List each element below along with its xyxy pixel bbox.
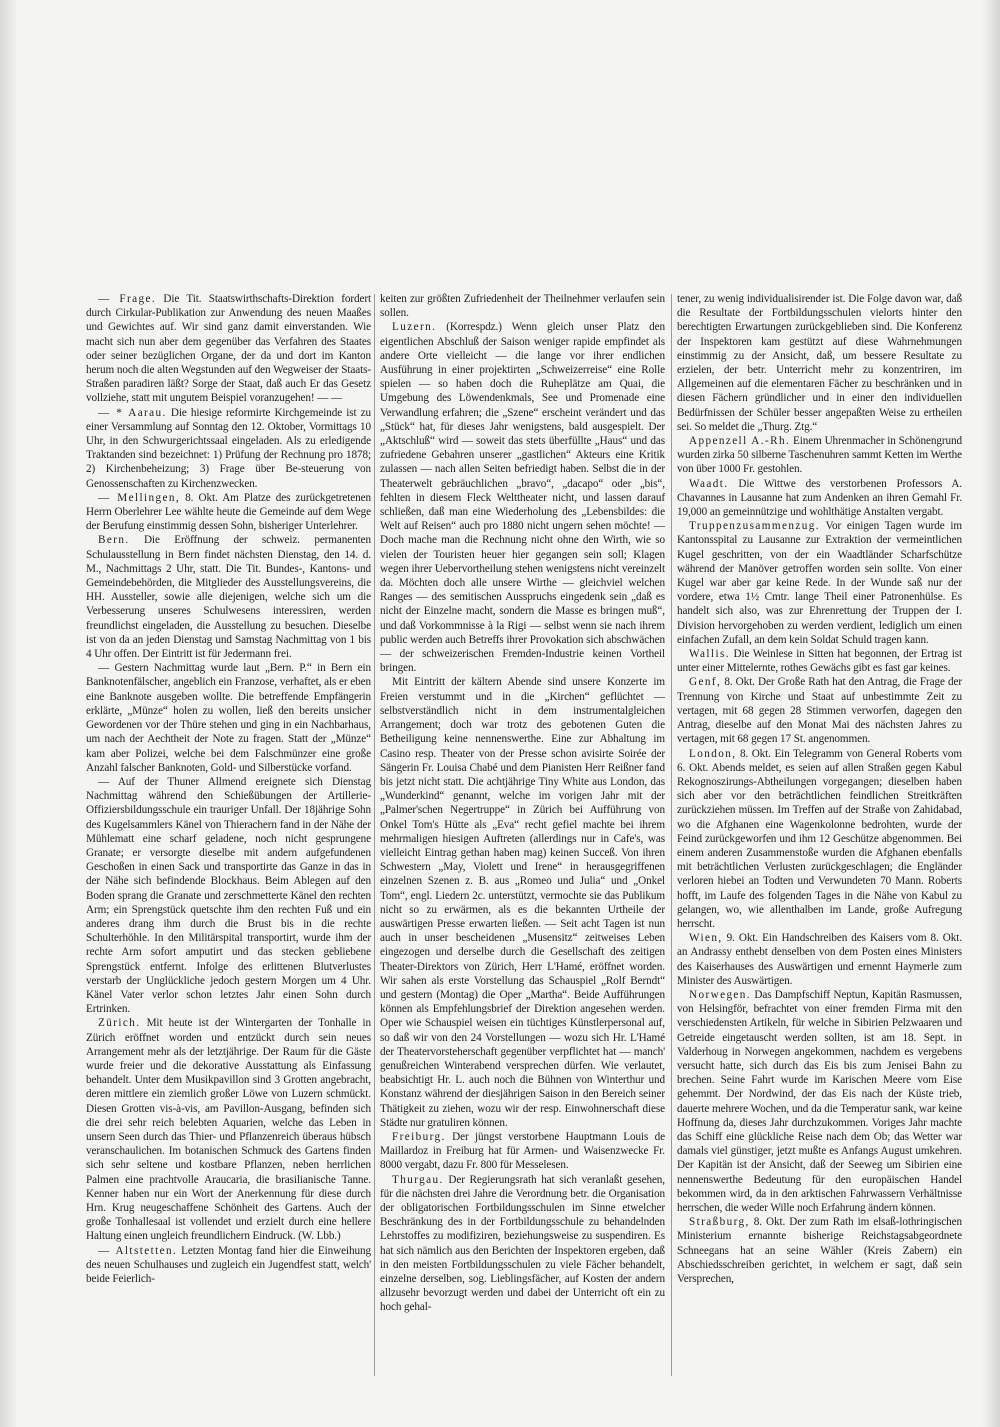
article-paragraph [677, 1215, 962, 1286]
article-paragraph [380, 320, 665, 675]
article-text: Die Tit. Staatswirthschafts-Direktion fordert durch Cirkular-Publikation zur Anwendung des neuen Maaßes und Gewichtes auf. Wir sind ganz damit einverstanden. Wie macht sich nun aber dem gegenüber das Verfahren des Staates oder seiner bezüglichen Organe, der da und dort im Kanton herum noch die alten Wegstunden auf den Wegweiser der Staats-Straßen paradiren läßt? Sorge der Staat, daß auch Er das Gesetz vollziehe, statt mit ungutem Beispiel voranzugehen! — — [86, 293, 371, 405]
article-text: Die hiesige reformirte Kirchgemeinde ist zu einer Versammlung auf Sonntag den 12. Oktober, Vormittags 10 Uhr, in den Schwurgerichtssaal eingeladen. Als zu erledigende Traktanden sind bezeichnet: 1) Prüfung der Rechnung pro 1878; 2) Kirchenbeheizung; 3) Frage über Be-steuerung von Genossenschaften zu Kirchenzwecken. [86, 406, 371, 490]
article-text: Das Dampfschiff Neptun, Kapitän Rasmussen, von Helsingför, befrachtet von einer fremden Firma mit den verschiedensten Artikeln, für welche in Sibirien Pelzwaaren und Getreide eingetauscht werden sollten, ist am 18. Sept. in Valderhoug in Norwegen angekommen, nachdem es vergebens versucht hatte, sich durch das Eis bis zum Jenisei Bahn zu brechen. Seine Fahrt wurde im Karischen Meere vom Eise gehemmt. Der Nordwind, der das Eis nach der Küste trieb, dauerte mehrere Wochen, und da die Temperatur sank, war keine Hoffnung da, dieses Jahr durchzukommen. Voriges Jahr machte das Schiff eine glückliche Reise nach dem Ob; das Wetter war damals viel günstiger, jetzt mußte es Anfangs August umkehren. Der Kapitän ist der Ansicht, daß der Seeweg um Sibirien eine nennenswerthe Bedeutung für den europäischen Handel bekommen wird, da in den arktischen Fahrwassern Verhältnisse herrschen, die weder Wille noch Erfahrung ändern können. [677, 988, 962, 1214]
article-paragraph [380, 1130, 665, 1173]
article-paragraph [86, 533, 371, 661]
article-text: Letzten Montag fand hier die Einweihung des neuen Schulhauses und zugleich ein Jugendfest statt, welch' beide Feierlich- [86, 1244, 371, 1286]
article-paragraph [677, 434, 962, 477]
article-heading: Straßburg, [689, 1216, 750, 1229]
article-heading: Wien, [689, 932, 723, 945]
article-heading: — Mellingen, [98, 491, 181, 504]
article-paragraph [380, 292, 665, 320]
article-heading: Appenzell A.-Rh. [689, 435, 791, 448]
article-paragraph [86, 1244, 371, 1287]
article-paragraph [86, 491, 371, 534]
article-text: 8. Okt. Der Große Rath hat den Antrag, die Frage der Trennung von Kirche und Staat auf unbestimmte Zeit zu vertagen, mit 68 gegen 28 Stimmen verworfen, dagegen den Antrag, dieselbe auf den Monat Mai des nächsten Jahres zu vertagen, mit 68 gegen 17 St. angenommen. [677, 676, 962, 746]
article-heading: Wallis. [689, 648, 730, 661]
article-text: — Gestern Nachmittag wurde laut „Bern. P.“ in Bern ein Banknotenfälscher, angeblich ein Franzose, verhaftet, als er eben eine Banknote ausgeben wollte. Die betreffende Empfängerin erklärte, „Münze“ holen zu wollen, ließ den bereits unsicher Gewordenen vor der Thüre stehen und ging in ein Nachbarhaus, um nach der Aechtheit der Note zu fragen. Statt der „Münze“ kam aber Polizei, welche bei dem Falschmünzer eine große Anzahl falscher Banknoten, Gold- und Silberstücke vorfand. [86, 662, 371, 774]
article-paragraph [86, 775, 371, 1016]
article-heading: Luzern. [392, 321, 437, 334]
article-paragraph [677, 931, 962, 988]
column-1 [86, 292, 371, 1286]
article-heading: Thurgau. [392, 1173, 444, 1186]
article-text: Einem Uhrenmacher in Schönengrund wurden zirka 50 silberne Taschenuhren sammt Ketten im Werthe von über 1000 Fr. gestohlen. [677, 435, 962, 476]
article-paragraph [677, 988, 962, 1215]
article-heading: — Frage. [98, 293, 157, 305]
article-paragraph [86, 292, 371, 406]
article-paragraph [380, 675, 665, 1130]
article-heading: Waadt. [689, 477, 729, 490]
article-paragraph [86, 406, 371, 491]
article-paragraph [677, 477, 962, 520]
column-divider [671, 294, 672, 1376]
article-text: — Auf der Thuner Allmend ereignete sich Dienstag Nachmittag während den Schießübungen der Artillerie-Offiziersbildungsschule ein trauriger Unfall. Der 18jährige Sohn des Kugelsammlers Känel von Thierachern fand in der Nähe der Mühlematt eine scharf geladene, noch nicht gesprungene Granate; er versorgte dieselbe mit andern aufgefundenen Geschoßen in einen Sack und transportirte das Ganze in das in der Nähe sich befindende Blockhaus. Beim Ablegen auf den Boden sprang die Granate und zerschmetterte Känel den rechten Arm; ein Sprengstück quetschte ihm den rechten Fuß und ein anderes drang ihm durch die Brust bis in die rechte Schulterhöhle. In den Militärspital transportirt, wurde ihm der rechte Arm sofort amputirt und das stecken gebliebene Sprengstück entfernt. Infolge des erlittenen Blutverlustes verstarb der Unglückliche jedoch gestern Morgen um 4 Uhr. Känel Vater verlor schon letztes Jahr einen Sohn durch Ertrinken. [86, 775, 371, 1016]
article-heading: — * Aarau. [98, 406, 167, 419]
article-text: keiten zur größten Zufriedenheit der Theilnehmer verlaufen sein sollen. [380, 293, 665, 320]
article-text: (Korrespdz.) Wenn gleich unser Platz den eigentlichen Abschluß der Saison weniger rapide empfindet als andere Orte vielleicht — die lange vor ihrer endlichen Ausführung in einer projektirten „Schweizerreise“ eine Rolle spielen — so haben doch die Ruheplätze am Quai, die Umgebung des Löwendenkmals, See und Promenade eine Verwandlung erfahren; die „Szene“ erscheint verändert und das „Stück“ hat, für dieses Jahr wenigstens, bald ausgespielt. Der „Aktschluß“ wird — soweit das stets überfüllte „Haus“ und das zufriedene Gebahren unserer „gastlichen“ Akteurs eine Kritik zulassen — nach allen Seiten befriedigt haben. Selbst die in der Theaterwelt gebräuchlichen „bravo“, „dacapo“ oder „bis“, fehlten in diesem Fleck Welttheater nicht, und lassen darauf schließen, daß man eine Wiederholung des „Lebensbildes: die Welt auf Reisen“ auch pro 1880 nicht ungern sehen möchte! — Doch mache man die Rechnung nicht ohne den Wirth, wie so vielen der Touristen heuer hier gegangen sein soll; Klagen wegen ihrer Uebervortheilung stehen wenigstens nicht vereinzelt da. Möchten doch alle unsere Wirthe — gleichviel welchen Ranges — des semitischen Ausspruchs eingedenk sein „daß es nicht der Einzelne macht, sondern die Masse es bringen muß“, und daß Vorkommnisse à la Rigi — selbst wenn sie nach ihrem public werden auch Betreffs ihrer Provokation sich abschwächen — der schweizerischen Fremden-Industrie keinen Vortheil bringen. [380, 321, 665, 675]
article-paragraph [677, 292, 962, 434]
article-heading: Truppenzusammenzug. [689, 520, 820, 533]
article-heading: Norwegen. [689, 988, 751, 1001]
article-paragraph [677, 647, 962, 675]
article-heading: — Altstetten. [98, 1244, 178, 1257]
article-text: 8. Okt. Am Platze des zurückgetretenen Herrn Oberlehrer Lee wählte heute die Gemeinde auf dem Wege der Berufung einstimmig dessen Sohn, bisheriger Unterlehrer. [86, 491, 371, 533]
article-heading: London, [689, 747, 737, 760]
article-text: Die Eröffnung der schweiz. permanenten Schulausstellung in Bern findet nächsten Dienstag, den 14. d. M., Nachmittags 2 Uhr, statt. Die Tit. Bundes-, Kantons- und Gemeindebehörden, die Mitglieder des Ausstellungsvereins, die HH. Aussteller, sowie alle diejenigen, welche sich um die Verbesserung unseres Schulwesens interessiren, werden freundlichst eingeladen, die Ausstellung zu besuchen. Dieselbe ist von da an jeden Dienstag und Samstag Nachmittag von 1 bis 4 Uhr offen. Der Eintritt ist für Jedermann frei. [86, 534, 371, 661]
article-text: Vor einigen Tagen wurde im Kantonsspital zu Lausanne zur Extraktion der vermeintlichen Kugel geschritten, von der ein Waadtländer Scharfschütze während der Manöver getroffen worden sein sollte. Von einer Kugel war aber gar keine Rede. In der Wunde saß nur der vordere, etwa 1½ Cmtr. lange Theil einer Patronenhülse. Es handelt sich also, was zur Ehrenrettung der Truppen der I. Division hervorgehoben zu werden verdient, lediglich um einen einfachen Zufall, an dem kein Soldat Schuld tragen kann. [677, 520, 962, 646]
article-heading: Zürich. [98, 1017, 141, 1030]
article-text: 8. Okt. Der zum Rath im elsaß-lothringischen Ministerium ernannte bisherige Reichstagsabgeordnete Schneegans hat an seine Wähler (Kreis Zabern) ein Abschiedsschreiben gerichtet, in welchem er sagt, daß sein Versprechen, [677, 1216, 962, 1286]
article-paragraph [677, 519, 962, 647]
article-heading: Freiburg. [392, 1130, 446, 1143]
article-text: 8. Okt. Ein Telegramm von General Roberts vom 6. Okt. Abends meldet, es seien auf allen Straßen gegen Kabul Rekognoszirungs-Abtheilungen vorgegangen; dieselben haben sich aber vor den beträchtlichen feindlichen Streitkräften zurückziehen müssen. Im Treffen auf der Straße von Zahidabad, wo die Afghanen eine Wagenkolonne bedrohten, wurde der Feind zurückgeworfen und ihm 12 Geschütze abgenommen. Bei einem anderen Zusammenstoße wurden die Afghanen ebenfalls mit beträchtlichen Verlusten zurückgeschlagen; die Engländer verloren hiebei an Todten und Verwundeten 70 Mann. Roberts hofft, im Laufe des folgenden Tages in die Nähe von Kabul zu gelangen, wo, wie allenthalben im Lande, große Aufregung herrscht. [677, 747, 962, 930]
article-paragraph [86, 661, 371, 775]
article-text: Mit heute ist der Wintergarten der Tonhalle in Zürich eröffnet worden und entzückt durch sein neues Arrangement mehr als der letztjährige. Der Raum für die Gäste wurde freier und die dekorative Ausstattung als Einfassung behandelt. Unter dem Musikpavillon sind 3 Grotten angebracht, deren mittlere ein ziemlich großer Löwe von Luzern schmückt. Diesen Grotten vis-à-vis, am Pavillon-Ausgang, befinden sich die drei sehr reich belebten Aquarien, welche das Leben in unsern Seen durch das Thier- und Pflanzenreich überaus hübsch veranschaulichen. Im botanischen Schmuck des Gartens finden sich sehr seltene und kostbare Pflanzen, neben herrlichen Palmen eine prachtvolle Araucaria, die brasilianische Tanne. Kenner haben nur ein Wort der Anerkennung für diese durch Hrn. Krug neugeschaffene Schönheit des Gartens. Auch der große Tonhallesaal ist vollendet und erzielt durch eine hellere Haltung einen ungleich freundlichern Eindruck. (W. Lbb.) [86, 1017, 371, 1243]
column-divider [374, 294, 375, 1376]
article-paragraph [677, 747, 962, 932]
article-heading: Bern. [98, 534, 130, 547]
article-text: Die Weinlese in Sitten hat begonnen, der Ertrag ist unter einer Mittelernte, rothes Gewächs gibt es fast gar keines. [677, 648, 962, 675]
article-text: 9. Okt. Ein Handschreiben des Kaisers vom 8. Okt. an Andrassy enthebt denselben von dem Posten eines Ministers des Kaiserhauses des Auswärtigen und ernennt Haymerle zum Minister des Auswärtigen. [677, 932, 962, 987]
column-3 [677, 292, 962, 1286]
article-paragraph [380, 1173, 665, 1315]
article-heading: Genf, [689, 676, 722, 689]
article-paragraph [677, 675, 962, 746]
article-text: tener, zu wenig individualisirender ist. Die Folge davon war, daß die Resultate der Fortbildungsschulen vielorts hinter den berechtigten Erwartungen zurückgeblieben sind. Die Konferenz der Inspektoren kam gestützt auf diese Wahrnehmungen einstimmig zu der Ansicht, daß, um bessere Resultate zu erzielen, der betr. Unterricht mehr zu konzentriren, im Allgemeinen auf die elementaren Fächer zu beschränken und in diesen Fächern gründlicher und in einer den individuellen Bedürfnissen der Schüler besser angepaßten Weise zu ertheilen sei. So meldet die „Thurg. Ztg.“ [677, 293, 962, 433]
column-2 [380, 292, 665, 1315]
article-paragraph [86, 1016, 371, 1243]
article-text: Mit Eintritt der kältern Abende sind unsere Konzerte im Freien verstummt und in die „Kirchen“ geflüchtet — selbstverständlich nicht in dem instrumentalgleichen Arrangement; doch war trotz des gebotenen Guten die Betheiligung keine nennenswerthe. Eine zur Abhaltung im Casino resp. Theater von der Presse schon avisirte Soirée der Sängerin Fr. Louisa Chabé und dem Pianisten Herr Reißner fand bis jetzt nicht statt. Die achtjährige Tiny White aus London, das „Wunderkind“ genannt, welche im vorigen Jahr mit der „Palmer'schen Negertruppe“ in Zürich bei Aufführung von Onkel Tom's Hütte als „Eva“ recht gefiel machte bei ihrem mehrmaligen hiesigen Auftreten (allerdings nur in Cafe's, was vielleicht Eintrag gethan haben mag) keinen Succeß. Von ihren Schwestern „May, Violett und Irene“ in herausgegriffenen einzelnen Szenen z. B. aus „Romeo und Julia“ und „Onkel Tom“, engl. Liedern 2c. unterstützt, vermochte sie das Publikum nicht so zu erwärmen, als es die bekannten Urtheile der auswärtigen Presse erwarten ließen. — Seit acht Tagen ist nun auch in unser bescheidenen „Musensitz“ zeitweises Leben eingezogen und derselbe durch die Gesellschaft des zeitigen Theater-Direktors von Zürich, Herr L'Hamé, eröffnet worden. Wir sahen als erste Vorstellung das Schauspiel „Rolf Berndt“ und gestern (Montag) die Oper „Martha“. Beide Aufführungen können als Empfehlungsbrief der Direktion angesehen werden. Oper wie Schauspiel weisen ein tüchtiges Künstlerpersonal auf, so daß wir von den 24 Vorstellungen — wozu sich Hr. L'Hamé der Theatervorsteherschaft gegenüber verpflichtet hat — manch' genußreichen Winterabend versprechen dürfen. Wie verlautet, beabsichtigt Hr. L. auch noch die Bühnen von Winterthur und Konstanz während der diesjährigen Saison in den Bereich seiner Thätigkeit zu ziehen, wozu wir der resp. Einwohnerschaft diese Städte nur gratuliren können. [380, 676, 665, 1129]
article-text: Der jüngst verstorbene Hauptmann Louis de Maillardoz in Freiburg hat für Armen- und Waisenzwecke Fr. 8000 vergabt, dazu Fr. 800 für Messelesen. [380, 1130, 665, 1172]
article-text: Die Wittwe des verstorbenen Professors A. Chavannes in Lausanne hat zum Andenken an ihren Gemahl Fr. 19,000 an gemeinnützige und wohlthätige Anstalten vergabt. [677, 477, 962, 519]
article-text: Der Regierungsrath hat sich veranlaßt gesehen, für die nächsten drei Jahre die Verordnung betr. die Organisation der obligatorischen Fortbildungsschulen im Sinne etwelcher Beschränkung des in der Fortbildungsschule zu behandelnden Lehrstoffes zu modifiziren, beziehungsweise zu suspendiren. Es hat sich nämlich aus den Berichten der Inspektoren ergeben, daß in den meisten Fortbildungsschulen zu viele Fächer behandelt, einzelne derselben, sog. Lieblingsfächer, auf Kosten der andern allzusehr bevorzugt werden und dabei der Unterricht oft ein zu hoch gehal- [380, 1173, 665, 1314]
